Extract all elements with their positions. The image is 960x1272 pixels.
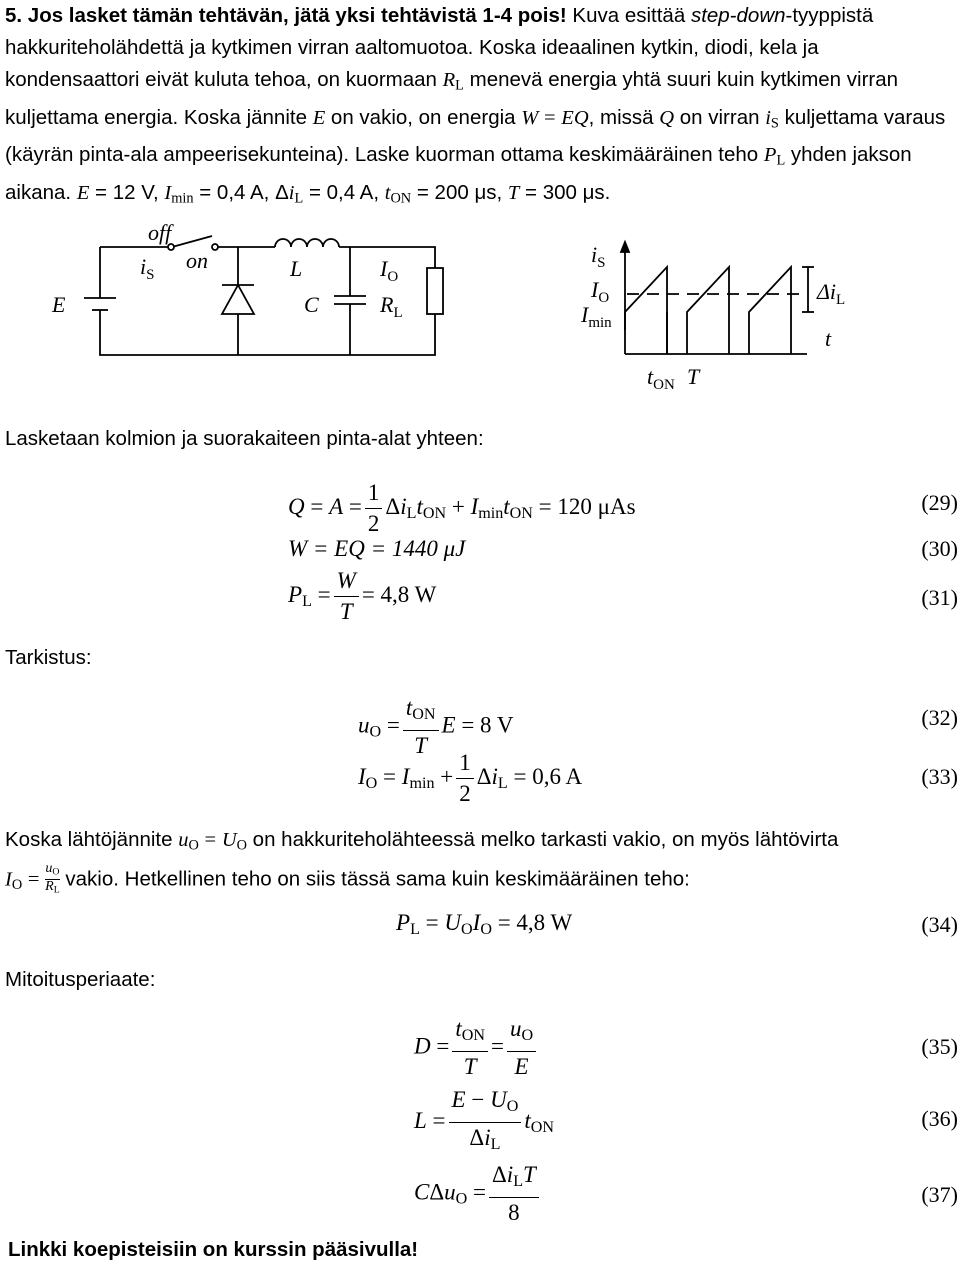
equation-number-37: (37) (921, 1182, 958, 1207)
equation-number-35: (35) (921, 1034, 958, 1059)
equation-number-30: (30) (921, 536, 958, 561)
label-L: L (290, 256, 303, 281)
output-voltage-text: Koska lähtöjännite $u_O = U_O$ on hakkuriteholähteessä melko tarkasti vakio, on myös lähtövirta $I_O$ = $\frac{u_O}{R_L}$ vakio. Hetkellinen teho on siis tässä sama kuin keskimääräinen teho: (5, 828, 839, 896)
equation-number-31: (31) (921, 585, 958, 610)
wave-label-t: t (825, 326, 832, 351)
label-RL: $R_L$ (380, 292, 403, 321)
wave-label-iS: $i_S$ (591, 242, 606, 271)
equation-29: Q = A = $\frac{1}{2}$ $\Delta i_Lt_{ON} + I_{min}t_{ON} = 120$ μAs (288, 480, 636, 536)
footer-note: Linkki koepisteisiin on kurssin pääsivulla! (8, 1238, 419, 1261)
equation-number-36: (36) (921, 1106, 958, 1131)
problem-lead: 5. Jos lasket tämän tehtävän, jätä yksi tehtävistä 1-4 pois! (5, 4, 567, 27)
equation-35: D = $\frac{t_{ON}}{T}$ = $\frac{u_O}{E}$ (414, 1014, 539, 1082)
switch-current-waveform (575, 222, 860, 392)
problem-statement: 5. Jos lasket tämän tehtävän, jätä yksi tehtävistä 1-4 pois! Kuva esittää step-down-tyyppistä hakkuriteholähdettä ja kytkimen virran aaltomuotoa. Koska ideaalinen kytkin, diodi, kela ja kondensaattori eivät kuluta tehoa, on kuormaan $R_L$ menevä energia yhtä suuri kuin kytkimen virran kuljettama energia. Koska jännite E on vakio, on energia W = EQ, missä Q on virran $i_S$ kuljettama varaus (käyrän pinta-ala ampeerisekunteina). Laske kuorman ottama keskimääräinen teho $P_L$ yhden jakson aikana. E = 12 V, $I_{min} = 0,4$ A, $\Delta i_L = 0,4$ A, $t_{ON} = 200$ μs, T = 300 μs. (5, 4, 946, 207)
equation-32: $u_O$ = $\frac{t_{ON}}{T}$ E = 8 V (358, 695, 514, 759)
wave-label-IO: $I_O$ (591, 277, 610, 306)
wave-label-diL: $\Delta i_L$ (817, 279, 846, 308)
label-IO: $I_O$ (380, 256, 399, 285)
label-iS: $i_S$ (140, 254, 155, 283)
wave-label-T: T (687, 364, 700, 389)
wave-label-tON: $t_{ON}$ (647, 364, 675, 392)
equation-37: CΔu$_O$ = $\frac{\Delta i_LT}{8}$ (414, 1160, 542, 1228)
equation-36: L = $\frac{E - U_O}{\Delta i_L}$ $t_{ON}$ (414, 1087, 554, 1154)
label-E: E (52, 292, 66, 317)
equation-number-33: (33) (921, 764, 958, 789)
label-on: on (186, 248, 208, 273)
wave-label-Imin: $I_{min}$ (581, 302, 612, 331)
equation-34: $P_L = U_OI_O = 4,8$ W (396, 910, 573, 939)
equation-number-34: (34) (921, 912, 958, 937)
label-off: off (148, 220, 172, 245)
equation-30: W = EQ = 1440 μJ (288, 536, 466, 561)
design-principle-heading: Mitoitusperiaate: (5, 968, 156, 991)
check-heading: Tarkistus: (5, 646, 92, 669)
equation-number-29: (29) (921, 490, 958, 515)
equation-number-32: (32) (921, 705, 958, 730)
equation-31: $P_L$ = $\frac{W}{T}$ = 4,8 W (288, 568, 437, 624)
equation-33: $I_O = I_{min}$ + $\frac{1}{2}$ $\Delta i_L = 0,6$ A (358, 750, 583, 806)
area-sum-text: Lasketaan kolmion ja suorakaiteen pinta-alat yhteen: (5, 427, 484, 450)
label-C: C (304, 292, 319, 317)
buck-converter-circuit (40, 210, 470, 370)
